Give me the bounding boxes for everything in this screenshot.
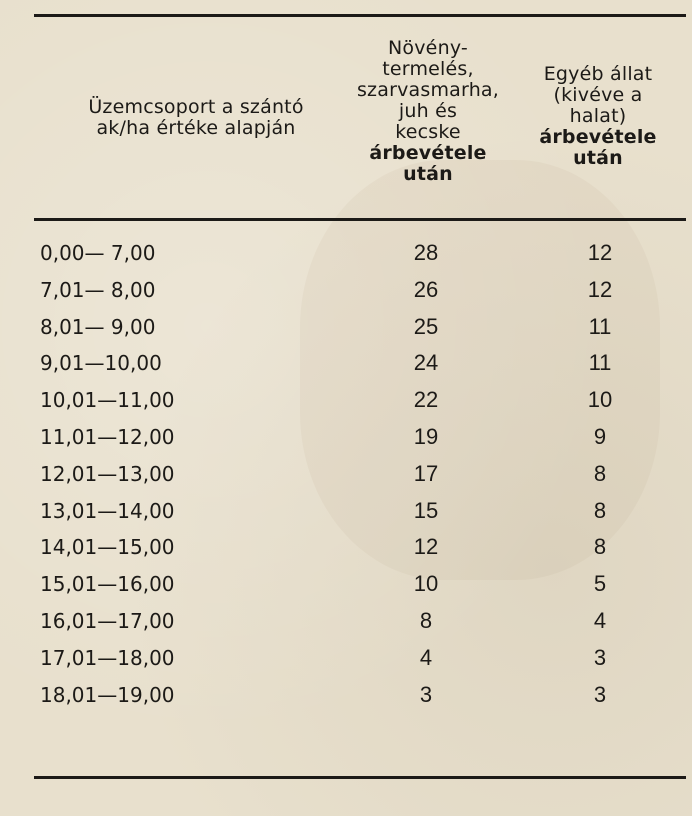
plant-rate-cell: 24 — [413, 350, 439, 376]
other-rate-cell: 5 — [593, 571, 607, 597]
table-row — [0, 571, 692, 608]
range-cell: 18,01—19,00 — [40, 682, 175, 707]
header-line: Üzemcsoport a szántó — [88, 96, 304, 118]
table-body — [0, 240, 692, 718]
range-cell: 9,01—10,00 — [40, 351, 162, 376]
table-row — [0, 387, 692, 424]
header-line: kecske — [395, 121, 461, 143]
range-cell: 7,01— 8,00 — [40, 277, 156, 302]
header-line: árbevétele — [539, 126, 657, 148]
other-rate-cell: 3 — [593, 644, 607, 670]
header-other-animal — [508, 64, 688, 169]
other-rate-cell: 8 — [593, 497, 607, 523]
plant-rate-cell: 17 — [413, 460, 439, 486]
range-cell: 12,01—13,00 — [40, 461, 175, 486]
range-cell: 0,00— 7,00 — [40, 241, 156, 265]
range-cell: 17,01—18,00 — [40, 645, 175, 670]
range-cell: 8,01— 9,00 — [40, 314, 156, 339]
header-line: (kivéve a — [553, 84, 643, 106]
plant-rate-cell: 15 — [413, 497, 439, 523]
plant-rate-cell: 8 — [419, 607, 433, 633]
header-line: juh és — [398, 100, 458, 122]
other-rate-cell: 3 — [593, 681, 607, 707]
table-row — [0, 277, 692, 314]
range-cell: 13,01—14,00 — [40, 498, 175, 523]
table-row — [0, 314, 692, 351]
other-rate-cell: 9 — [593, 423, 607, 449]
range-cell: 14,01—15,00 — [40, 535, 175, 560]
table-row — [0, 534, 692, 571]
table-bottom-rule — [34, 776, 686, 779]
header-line: után — [403, 163, 453, 185]
plant-rate-cell: 26 — [413, 276, 439, 302]
table-header-rule — [34, 218, 686, 221]
header-farm-group — [46, 97, 346, 139]
plant-rate-cell: 4 — [419, 644, 433, 670]
table-row — [0, 424, 692, 461]
header-line: halat) — [569, 105, 627, 127]
plant-rate-cell: 10 — [413, 571, 439, 597]
range-cell: 15,01—16,00 — [40, 572, 175, 597]
range-cell: 16,01—17,00 — [40, 608, 175, 633]
plant-rate-cell: 3 — [419, 681, 433, 707]
table-row — [0, 498, 692, 535]
header-plant-cattle — [340, 38, 516, 185]
header-line: szarvasmarha, — [356, 79, 500, 101]
header-line: Növény- — [388, 37, 468, 59]
table-row — [0, 682, 692, 719]
plant-rate-cell: 25 — [413, 313, 439, 339]
range-cell: 11,01—12,00 — [40, 424, 175, 449]
other-rate-cell: 11 — [588, 313, 612, 339]
other-rate-cell: 11 — [588, 350, 612, 376]
plant-rate-cell: 12 — [413, 534, 439, 560]
plant-rate-cell: 22 — [413, 387, 439, 413]
plant-rate-cell: 28 — [413, 240, 439, 265]
other-rate-cell: 8 — [593, 460, 607, 486]
table-row — [0, 350, 692, 387]
other-rate-cell: 4 — [593, 607, 607, 633]
table-row — [0, 240, 692, 277]
table-row — [0, 608, 692, 645]
header-line: Egyéb állat — [543, 63, 653, 85]
header-line: után — [573, 147, 623, 169]
other-rate-cell: 12 — [587, 240, 613, 265]
other-rate-cell: 8 — [593, 534, 607, 560]
range-cell: 10,01—11,00 — [40, 388, 175, 413]
header-line: árbevétele — [369, 142, 487, 164]
header-line: termelés, — [382, 58, 474, 80]
table-row — [0, 645, 692, 682]
header-line: ak/ha értéke alapján — [96, 117, 296, 139]
other-rate-cell: 12 — [587, 276, 613, 302]
plant-rate-cell: 19 — [413, 423, 439, 449]
table-top-rule — [34, 14, 686, 17]
table-row — [0, 461, 692, 498]
other-rate-cell: 10 — [587, 387, 613, 413]
